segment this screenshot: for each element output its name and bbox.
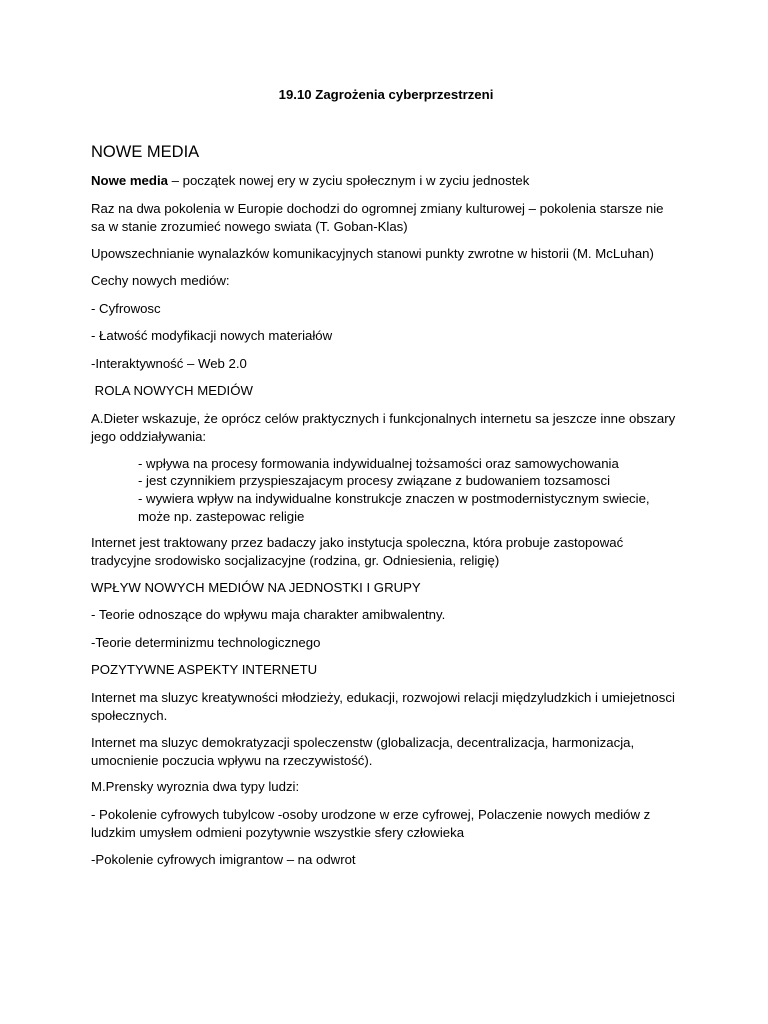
paragraph-institution: Internet jest traktowany przez badaczy jako instytucja spoleczna, która probuje zastopować tradycyjne srodowisko socjalizacyjne (rodzina, gr. Odniesienia, religię): [91, 535, 624, 568]
list-item: -Teorie determinizmu technologicznego: [91, 635, 321, 650]
list-item: - Pokolenie cyfrowych tubylcow -osoby urodzone w erze cyfrowej, Polaczenie nowych mediów z ludzkim umysłem odmieni pozytywnie wszystkie sfery człowieka: [91, 807, 651, 840]
list-item: -Interaktywność – Web 2.0: [91, 356, 247, 371]
subheading-positive: POZYTYWNE ASPEKTY INTERNETU: [91, 662, 318, 677]
section-heading: NOWE MEDIA: [91, 143, 200, 161]
subheading-role: ROLA NOWYCH MEDIÓW: [91, 383, 253, 398]
list-item: - Cyfrowosc: [91, 301, 161, 316]
list-item: -Pokolenie cyfrowych imigrantow – na odwrot: [91, 852, 356, 867]
indented-list-item: - wpływa na procesy formowania indywidualnej tożsamości oraz samowychowania: [138, 456, 619, 471]
definition-text: – początek nowej ery w zyciu społecznym i w zyciu jednostek: [167, 173, 530, 188]
indented-list-item: - wywiera wpływ na indywidualne konstrukcje znaczen w postmodernistycznym swiecie, może np. zastepowac religie: [138, 491, 650, 524]
paragraph-prensky: M.Prensky wyroznia dwa typy ludzi:: [91, 779, 300, 794]
paragraph-features-heading: Cechy nowych mediów:: [91, 273, 230, 288]
definition-term: Nowe media: [91, 173, 168, 188]
list-item: - Teorie odnoszące do wpływu maja charakter amibwalentny.: [91, 607, 446, 622]
indented-list-item: - jest czynnikiem przyspieszajacym procesy związane z budowaniem tozsamosci: [138, 473, 610, 488]
paragraph-goban-klas: Raz na dwa pokolenia w Europie dochodzi do ogromnej zmiany kulturowej – pokolenia starsze nie sa w stanie zrozumieć nowego swiata (T. Goban-Klas): [91, 201, 664, 234]
paragraph-dieter: A.Dieter wskazuje, że oprócz celów praktycznych i funkcjonalnych internetu sa jeszcze inne obszary jego oddziaływania:: [91, 411, 676, 444]
paragraph-creativity: Internet ma sluzyc kreatywności młodzieży, edukacji, rozwojowi relacji międzyludzkich i umiejetnosci społecznych.: [91, 690, 675, 723]
paragraph-democratization: Internet ma sluzyc demokratyzacji spoleczenstw (globalizacja, decentralizacja, harmonizacja, umocnienie poczucia wpływu na rzeczywistość).: [91, 735, 635, 768]
paragraph-mcluhan: Upowszechnianie wynalazków komunikacyjnych stanowi punkty zwrotne w historii (M. McLuhan): [91, 246, 654, 261]
list-item: - Łatwość modyfikacji nowych materiałów: [91, 328, 333, 343]
subheading-influence: WPŁYW NOWYCH MEDIÓW NA JEDNOSTKI I GRUPY: [91, 580, 421, 595]
document-title: 19.10 Zagrożenia cyberprzestrzeni: [278, 87, 494, 102]
definition-paragraph: [91, 172, 681, 190]
